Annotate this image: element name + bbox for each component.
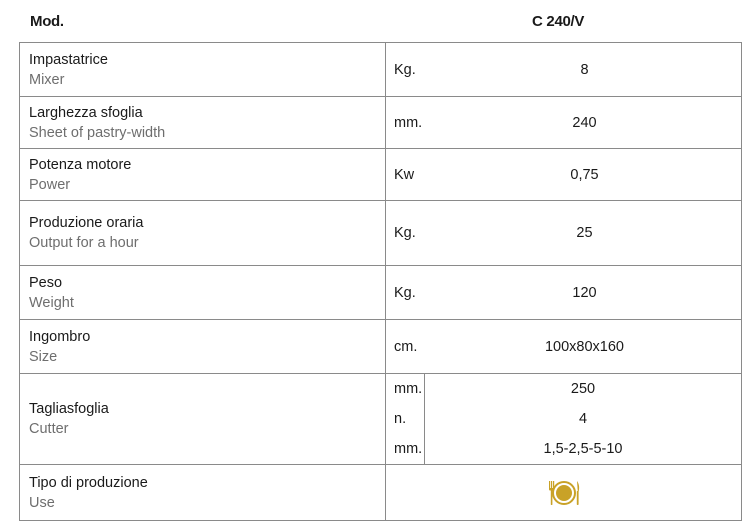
label-it: Potenza motore [29, 156, 132, 173]
unit: mm. [394, 114, 423, 131]
spec-value [386, 43, 742, 97]
value: 8 [580, 61, 589, 78]
value: 250 [570, 380, 596, 397]
label-it: Impastatrice [29, 51, 108, 68]
value: 4 [578, 410, 588, 427]
spec-value [386, 266, 742, 320]
value: 25 [576, 225, 593, 241]
label-it: Tagliasfoglia [29, 401, 109, 417]
unit: Kg. [394, 61, 416, 78]
spec-label [20, 43, 386, 97]
cutter-subrow [386, 404, 741, 434]
value: 240 [572, 114, 597, 131]
unit: mm. [386, 374, 425, 404]
value: 120 [572, 284, 597, 301]
spec-label [20, 97, 386, 149]
label-en: Mixer [29, 71, 65, 88]
label-en: Output for a hour [29, 235, 139, 251]
label-it: Produzione oraria [29, 215, 144, 231]
spec-value [386, 97, 742, 149]
spec-table [19, 42, 742, 521]
model-label: Mod. [30, 13, 64, 30]
unit: Kw [394, 166, 415, 183]
spec-row-size [20, 320, 742, 374]
unit: Kg. [394, 284, 416, 301]
label-en: Weight [29, 294, 74, 311]
spec-row-power [20, 149, 742, 201]
spec-value [386, 201, 742, 266]
cutter-subrow [386, 434, 741, 464]
unit: cm. [394, 338, 418, 355]
label-it: Ingombro [29, 328, 91, 345]
spec-label [20, 201, 386, 266]
value: 1,5-2,5-5-10 [543, 440, 623, 457]
spec-label [20, 320, 386, 374]
unit: mm. [386, 434, 425, 464]
label-en: Use [29, 494, 55, 511]
spec-row-cutter [20, 374, 742, 465]
spec-label [20, 149, 386, 201]
spec-value [386, 320, 742, 374]
spec-label [20, 465, 386, 521]
unit: n. [386, 404, 425, 434]
spec-value [386, 149, 742, 201]
label-it: Tipo di produzione [29, 474, 148, 491]
model-name: C 240/V [532, 13, 585, 30]
cutter-subtable [386, 374, 741, 464]
label-it: Larghezza sfoglia [29, 104, 143, 121]
spec-value [386, 465, 742, 521]
cutter-subrow [386, 374, 741, 404]
spec-row-output [20, 201, 742, 266]
spec-label [20, 266, 386, 320]
plate-cutlery-icon [546, 479, 582, 507]
label-it: Peso [29, 274, 63, 291]
label-en: Size [29, 348, 58, 365]
spec-label [20, 374, 386, 465]
spec-row-width [20, 97, 742, 149]
value: 0,75 [570, 166, 599, 183]
value: 100x80x160 [544, 338, 624, 355]
spec-row-weight [20, 266, 742, 320]
spec-row-usage [20, 465, 742, 521]
spec-value [386, 374, 742, 465]
label-en: Cutter [29, 421, 69, 437]
label-en: Power [29, 176, 71, 193]
spec-header [0, 0, 750, 42]
spec-row-mixer [20, 43, 742, 97]
label-en: Sheet of pastry-width [29, 124, 166, 141]
unit: Kg. [394, 225, 416, 241]
